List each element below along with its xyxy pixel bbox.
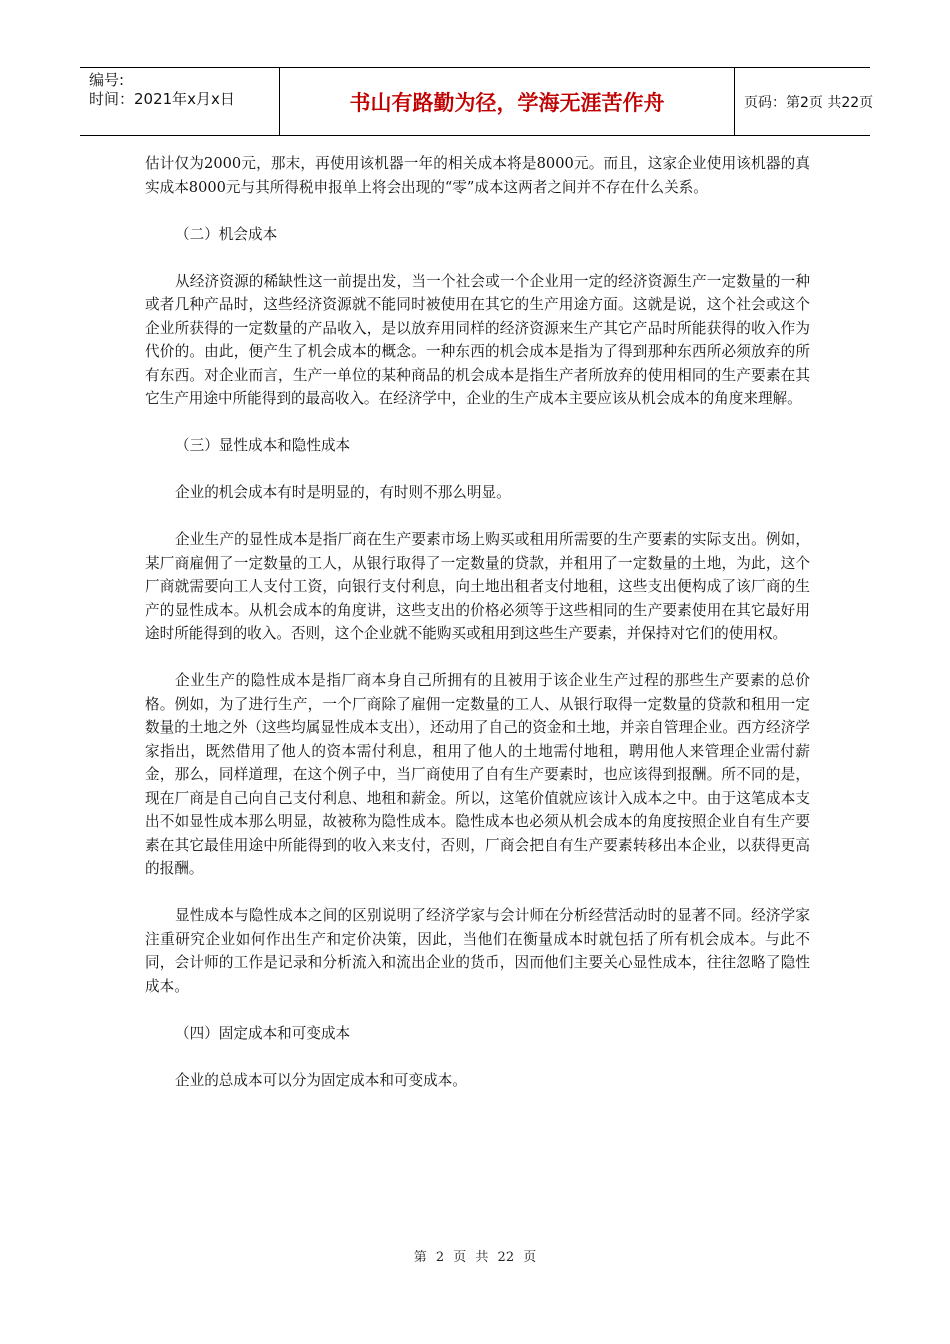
paragraph-explicit-cost: 企业生产的显性成本是指厂商在生产要素市场上购买或租用所需要的生产要素的实际支出。例如，某厂商雇佣了一定数量的工人，从银行取得了一定数量的贷款，并租用了一定数量的土地，为此，这个厂商就需要向工人支付工资，向银行支付利息，向土地出租者支付地租，这些支出便构成了该厂商的生产的显性成本。从机会成本的角度讲，这些支出的价格必须等于这些相同的生产要素使用在其它最好用途时所能得到的收入。否则，这个企业就不能购买或租用到这些生产要素，并保持对它们的使用权。 <box>145 531 810 642</box>
document-time-label: 时间：2021年x月x日 <box>89 90 235 108</box>
section-heading-explicit-implicit-cost: （三）显性成本和隐性成本 <box>175 437 351 454</box>
header-page-code: 页码：第2页 共22页 <box>744 94 874 111</box>
page-footer: 第 2 页 共 22 页 <box>413 1250 537 1265</box>
paragraph-continued: 估计仅为2000元，那末，再使用该机器一年的相关成本将是8000元。而且，这家企业使用该机器的真实成本8000元与其所得税申报单上将会出现的“零”成本这两者之间并不存在什么关系。 <box>145 155 810 196</box>
paragraph-implicit-cost: 企业生产的隐性成本是指厂商本身自己所拥有的且被用于该企业生产过程的那些生产要素的总价格。例如，为了进行生产，一个厂商除了雇佣一定数量的工人、从银行取得一定数量的贷款和租用一定数量的土地之外（这些均属显性成本支出），还动用了自己的资金和土地，并亲自管理企业。西方经济学家指出，既然借用了他人的资本需付利息，租用了他人的土地需付地租，聘用他人来管理企业需付薪金，那么，同样道理，在这个例子中，当厂商使用了自有生产要素时，也应该得到报酬。所不同的是，现在厂商是自己向自己支付利息、地租和薪金。所以，这笔价值就应该计入成本之中。由于这笔成本支出不如显性成本那么明显，故被称为隐性成本。隐性成本也必须从机会成本的角度按照企业自有生产要素在其它最佳用途中所能得到的收入来支付，否则，厂商会把自有生产要素转移出本企业，以获得更高的报酬。 <box>145 672 810 877</box>
section-heading-opportunity-cost: （二）机会成本 <box>175 225 278 243</box>
paragraph-opportunity-cost: 从经济资源的稀缺性这一前提出发，当一个社会或一个企业用一定的经济资源生产一定数量的一种或者几种产品时，这些经济资源就不能同时被使用在其它的生产用途方面。这就是说，这个社会或这个企业所获得的一定数量的产品收入，是以放弃用同样的经济资源来生产其它产品时所能获得的收入作为代价的。由此，便产生了机会成本的概念。一种东西的机会成本是指为了得到那种东西所必须放弃的所有东西。对企业而言，生产一单位的某种商品的机会成本是指生产者所放弃的使用相同的生产要素在其它生产用途中所能得到的最高收入。在经济学中，企业的生产成本主要应该从机会成本的角度来理解。 <box>145 272 810 407</box>
section-heading-fixed-variable-cost: （四）固定成本和可变成本 <box>175 1024 351 1042</box>
document-body <box>145 152 810 1092</box>
header-info-cell <box>80 68 280 135</box>
paragraph-total-cost: 企业的总成本可以分为固定成本和可变成本。 <box>175 1071 467 1089</box>
page-header <box>80 67 874 136</box>
paragraph-economist-vs-accountant: 显性成本与隐性成本之间的区别说明了经济学家与会计师在分析经营活动时的显著不同。经济学家注重研究企业如何作出生产和定价决策，因此，当他们在衡量成本时就包括了所有机会成本。与此不同，会计师的工作是记录和分析流入和流出企业的货币，因而他们主要关心显性成本，往往忽略了隐性成本。 <box>145 907 810 995</box>
document-number-label: 编号: <box>89 71 125 89</box>
paragraph-intro-explicit-implicit: 企业的机会成本有时是明显的，有时则不那么明显。 <box>175 484 511 501</box>
header-motto: 书山有路勤为径，学海无涯苦作舟 <box>280 68 735 135</box>
